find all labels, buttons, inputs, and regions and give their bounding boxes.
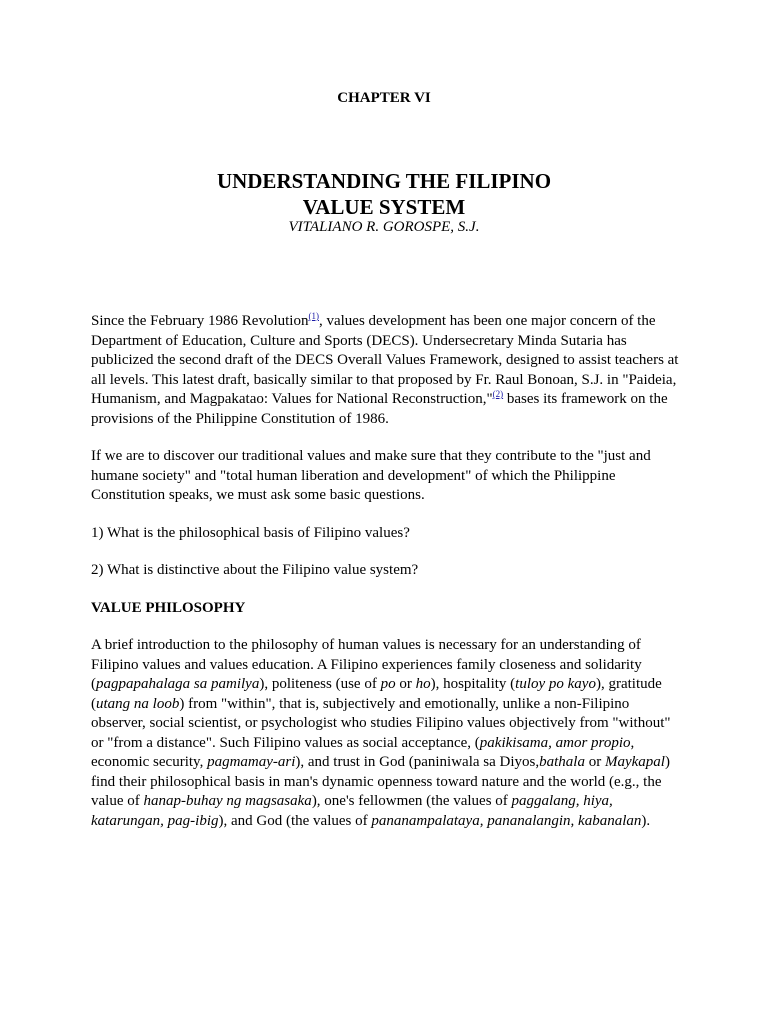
italic-term: tuloy po kayo xyxy=(515,676,596,692)
paragraph-intro xyxy=(91,312,681,429)
question-1: 1) What is the philosophical basis of Filipino values? xyxy=(91,524,410,541)
text-run: ) find their philosophical basis in man's dynamic openness toward nature and the world (e.g., the value of xyxy=(91,754,670,809)
paragraph-questions-intro: If we are to discover our traditional values and make sure that they contribute to the "just and humane society" and "total human liberation and development" of which the Philippine Constitution speaks, we must ask some basic questions. xyxy=(91,448,651,503)
chapter-title xyxy=(0,168,768,220)
section-heading: VALUE PHILOSOPHY xyxy=(91,599,246,616)
italic-term: pananampalataya, pananalangin, kabanalan xyxy=(371,812,642,829)
title-line-1: UNDERSTANDING THE FILIPINO xyxy=(216,169,552,193)
text-run: or xyxy=(584,754,605,770)
paragraph-value-philosophy xyxy=(91,636,681,831)
text-run: bases its framework on the provisions of the Philippine Constitution of 1986. xyxy=(91,391,668,427)
italic-term: Maykapal xyxy=(604,754,665,770)
body-text xyxy=(91,312,681,831)
italic-term: pakikisama, amor propio xyxy=(479,734,631,751)
text-run: Since the February 1986 Revolution xyxy=(91,313,309,329)
text-run: ) from "within", that is, subjectively and emotionally, unlike a non-Filipino observer, social scientist, or psychologist who studies Filipino values objectively from "without" or "from a distance". Such Filipino values as social acceptance, ( xyxy=(91,695,671,751)
author-name: VITALIANO R. GOROSPE, S.J. xyxy=(288,219,480,235)
text-run: ). xyxy=(641,812,651,829)
chapter-label: CHAPTER VI xyxy=(337,90,431,106)
title-line-2: VALUE SYSTEM xyxy=(302,195,466,219)
text-run: ), and God (the values of xyxy=(218,812,372,829)
text-run: or xyxy=(395,676,416,692)
text-run: , economic security, xyxy=(91,734,635,770)
italic-term: paggalang, hiya, katarungan, pag-ibig xyxy=(91,793,613,829)
italic-term: bathala xyxy=(539,754,585,770)
italic-term: utang na loob xyxy=(96,695,180,712)
italic-term: hanap-buhay ng magsasaka xyxy=(143,793,312,809)
text-run: ), gratitude ( xyxy=(91,676,662,712)
text-run: ), politeness (use of xyxy=(259,676,381,692)
text-run: ), hospitality ( xyxy=(430,676,516,692)
italic-term: pagpapahalaga sa pamilya xyxy=(96,676,260,692)
footnote-link-2[interactable]: (2) xyxy=(492,389,504,399)
footnote-link-1[interactable]: (1) xyxy=(308,311,319,321)
text-run: ), one's fellowmen (the values of xyxy=(311,793,512,809)
text-run: , values development has been one major concern of the Department of Education, Culture and Sports (DECS). Undersecretary Minda Sutaria has publicized the second draft of the DECS Overall Values Framework, designed to assist teachers at all levels. This latest draft, basically similar to that proposed by Fr. Raul Bonoan, S.J. in "Paideia, Humanism, and Magpakatao: Values for National Reconstruction," xyxy=(91,313,679,407)
italic-term: pagmamay-ari xyxy=(207,754,296,770)
text-run: ), and trust in God (paniniwala sa Diyos, xyxy=(295,754,540,770)
text-run: A brief introduction to the philosophy of human values is necessary for an understanding of Filipino values and values education. A Filipino experiences family closeness and solidarity ( xyxy=(91,637,642,692)
question-2: 2) What is distinctive about the Filipino value system? xyxy=(91,562,419,578)
italic-term: ho xyxy=(415,676,431,692)
italic-term: po xyxy=(380,676,396,692)
